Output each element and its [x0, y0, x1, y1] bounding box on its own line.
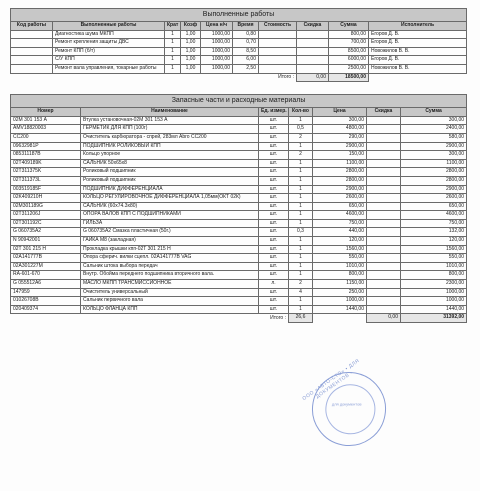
parts-cell-sum: 1000,00 — [401, 297, 467, 306]
parts-header-discount: Скидка — [367, 108, 401, 117]
parts-cell-name: Роликовый подшипник — [81, 176, 259, 185]
works-header-coef: Коэф — [181, 22, 201, 31]
parts-cell-name: ПОДШИПНИК ДИФФЕРЕНЦИАЛА — [81, 185, 259, 194]
works-body — [11, 30, 467, 73]
works-cell-time: 0,70 — [233, 39, 259, 48]
parts-cell-discount — [367, 271, 401, 280]
parts-cell-sum: 2300,00 — [401, 280, 467, 289]
parts-cell-number: 02T 301 215 H — [11, 245, 81, 254]
works-total-sum: 18500,00 — [329, 73, 369, 82]
works-row — [11, 56, 467, 65]
works-cell-mult: 1 — [165, 47, 181, 56]
parts-cell-number: AMV18820003 — [11, 125, 81, 134]
works-cell-executor: Новожилов В. В. — [369, 64, 467, 73]
works-row — [11, 47, 467, 56]
works-header-rate: Цена н/ч — [201, 22, 233, 31]
parts-row — [11, 245, 467, 254]
parts-cell-qty: 1 — [289, 262, 313, 271]
parts-cell-unit: л. — [259, 280, 289, 289]
works-total-row — [11, 73, 467, 82]
parts-cell-number: 02K409210H — [11, 194, 81, 203]
parts-cell-name: КОЛЬЦО РЕГУЛИРОВОЧНОЕ ДИФФЕРЕНЦИАЛА 1,05мм(ОКТ 02К) — [81, 194, 259, 203]
parts-cell-qty: 0,5 — [289, 125, 313, 134]
parts-header-sum: Сумма — [401, 108, 467, 117]
parts-row — [11, 297, 467, 306]
parts-cell-discount — [367, 125, 401, 134]
parts-cell-discount — [367, 245, 401, 254]
works-cell-sum: 700,00 — [329, 39, 369, 48]
works-title: Выполненные работы — [11, 9, 467, 22]
parts-cell-qty: 1 — [289, 116, 313, 125]
stamp-center-text: для документов — [331, 401, 362, 407]
parts-cell-discount — [367, 254, 401, 263]
parts-cell-price: 2600,00 — [313, 194, 367, 203]
parts-cell-qty: 1 — [289, 305, 313, 314]
parts-cell-number: 02М 301 153 А — [11, 116, 81, 125]
parts-row — [11, 116, 467, 125]
parts-cell-name: Прокладка крышки кпп-02T 301 215 H — [81, 245, 259, 254]
works-cell-sum: 6000,00 — [329, 56, 369, 65]
parts-cell-unit: шт. — [259, 297, 289, 306]
document-page — [10, 8, 466, 323]
works-cell-rate: 1000,00 — [201, 30, 233, 39]
parts-cell-number: 02T311206J — [11, 211, 81, 220]
parts-cell-price: 2900,00 — [313, 185, 367, 194]
works-cell-discount — [297, 56, 329, 65]
parts-cell-number: 085311187B — [11, 151, 81, 160]
parts-cell-number: G 055512A6 — [11, 280, 81, 289]
parts-cell-discount — [367, 194, 401, 203]
works-cell-sum: 800,00 — [329, 30, 369, 39]
parts-cell-price: 800,00 — [313, 271, 367, 280]
works-cell-coef: 1,00 — [181, 56, 201, 65]
parts-row — [11, 211, 467, 220]
works-header-executor: Исполнитель — [369, 22, 467, 31]
parts-cell-sum: 4600,00 — [401, 211, 467, 220]
parts-cell-qty: 1 — [289, 176, 313, 185]
parts-cell-name: Внутр. Обойма переднего подшипника вторичного вала. — [81, 271, 259, 280]
parts-cell-sum: 1100,00 — [401, 159, 467, 168]
parts-cell-name: Опора сферич. вилки сцепл. 02A141777B VAG — [81, 254, 259, 263]
parts-cell-discount — [367, 185, 401, 194]
parts-cell-price: 750,00 — [313, 219, 367, 228]
parts-row — [11, 262, 467, 271]
parts-cell-price: 4800,00 — [313, 125, 367, 134]
parts-cell-price: 1150,00 — [313, 280, 367, 289]
parts-cell-number: 01026708B — [11, 297, 81, 306]
parts-cell-sum: 2400,00 — [401, 125, 467, 134]
works-cell-time: 6,00 — [233, 56, 259, 65]
parts-header-qty: Кол-во — [289, 108, 313, 117]
parts-cell-qty: 1 — [289, 194, 313, 203]
parts-cell-sum: 132,00 — [401, 228, 467, 237]
parts-cell-price: 2900,00 — [313, 142, 367, 151]
parts-body — [11, 116, 467, 314]
parts-cell-unit: шт. — [259, 125, 289, 134]
works-header-sum: Сумма — [329, 22, 369, 31]
parts-cell-qty: 1 — [289, 245, 313, 254]
works-cell-cost — [259, 30, 297, 39]
parts-cell-name: ПОДШИПНИК РОЛИКОВЫЙ КПП — [81, 142, 259, 151]
parts-cell-number: CC200 — [11, 133, 81, 142]
parts-cell-name: КОЛЬЦО ФЛАНЦА КПП — [81, 305, 259, 314]
parts-cell-number: 02M301189G — [11, 202, 81, 211]
parts-cell-discount — [367, 159, 401, 168]
parts-row — [11, 133, 467, 142]
works-row — [11, 30, 467, 39]
parts-cell-number: RA-601-670 — [11, 271, 81, 280]
works-cell-coef: 1,00 — [181, 47, 201, 56]
works-cell-time: 8,50 — [233, 47, 259, 56]
works-cell-mult: 1 — [165, 56, 181, 65]
parts-total-label: Итого : — [270, 314, 286, 321]
works-cell-cost — [259, 39, 297, 48]
works-cell-mult: 1 — [165, 30, 181, 39]
works-cell-cost — [259, 47, 297, 56]
parts-row — [11, 159, 467, 168]
parts-cell-unit: шт. — [259, 168, 289, 177]
works-header-work: Выполненные работы — [53, 22, 165, 31]
works-cell-rate: 1000,00 — [201, 39, 233, 48]
parts-cell-discount — [367, 237, 401, 246]
parts-cell-name: САЛЬНИК 50х65х8 — [81, 159, 259, 168]
works-cell-cost — [259, 64, 297, 73]
parts-cell-price: 290,00 — [313, 133, 367, 142]
works-header-code: Код работы — [11, 22, 53, 31]
parts-cell-sum: 1440,00 — [401, 305, 467, 314]
parts-total-row — [11, 314, 467, 323]
parts-cell-price: 120,00 — [313, 237, 367, 246]
parts-cell-qty: 2 — [289, 280, 313, 289]
parts-row — [11, 168, 467, 177]
parts-cell-qty: 1 — [289, 168, 313, 177]
parts-cell-qty: 2 — [289, 133, 313, 142]
works-row — [11, 39, 467, 48]
parts-cell-sum: 1000,00 — [401, 288, 467, 297]
parts-cell-sum: 2800,00 — [401, 168, 467, 177]
parts-cell-unit: шт. — [259, 133, 289, 142]
works-header-discount: Скидка — [297, 22, 329, 31]
parts-cell-unit: шт. — [259, 176, 289, 185]
works-header-cost: Стоимость — [259, 22, 297, 31]
parts-cell-qty: 1 — [289, 202, 313, 211]
parts-cell-qty: 1 — [289, 142, 313, 151]
parts-cell-discount — [367, 116, 401, 125]
parts-cell-name: ОПОРА ВАЛОВ КПП С ПОДШИПНИКАМИ — [81, 211, 259, 220]
parts-row — [11, 254, 467, 263]
works-cell-executor: Егоров Д. В. — [369, 39, 467, 48]
works-cell-cost — [259, 56, 297, 65]
parts-total-discount: 0,00 — [367, 314, 401, 323]
parts-cell-sum: 2600,00 — [401, 194, 467, 203]
parts-row — [11, 185, 467, 194]
parts-row — [11, 305, 467, 314]
parts-cell-qty: 1 — [289, 254, 313, 263]
parts-cell-discount — [367, 228, 401, 237]
works-cell-sum: 8500,00 — [329, 47, 369, 56]
parts-cell-price: 1010,00 — [313, 262, 367, 271]
parts-cell-sum: 2900,00 — [401, 185, 467, 194]
parts-cell-number: 02A141777B — [11, 254, 81, 263]
parts-cell-name: Роликовый подшипник — [81, 168, 259, 177]
parts-cell-unit: шт. — [259, 245, 289, 254]
works-cell-work: Ремонт вала управления, токарные работы — [53, 64, 165, 73]
parts-cell-price: 1100,00 — [313, 159, 367, 168]
works-cell-coef: 1,00 — [181, 64, 201, 73]
parts-cell-unit: шт. — [259, 219, 289, 228]
works-cell-work: Ремонт КПП (б/т) — [53, 47, 165, 56]
parts-cell-price: 1440,00 — [313, 305, 367, 314]
works-cell-discount — [297, 39, 329, 48]
parts-cell-number: 02T409189K — [11, 159, 81, 168]
parts-cell-price: 150,00 — [313, 151, 367, 160]
parts-cell-name: ГИЛЬЗА — [81, 219, 259, 228]
stamp-ring-text: ООО «АВТО-СТО» • ДЛЯ ДОКУМЕНТОВ • — [301, 357, 361, 403]
works-cell-sum: 2500,00 — [329, 64, 369, 73]
works-cell-work: Диагностика шума МКПП — [53, 30, 165, 39]
parts-cell-name: САЛЬНИК (60х74.3х80) — [81, 202, 259, 211]
parts-cell-qty: 1 — [289, 297, 313, 306]
parts-total-qty: 26,6 — [289, 314, 313, 323]
parts-cell-unit: шт. — [259, 288, 289, 297]
parts-cell-number: 09632981P — [11, 142, 81, 151]
parts-cell-name: Очиститель карбюратора - спрей, 283мл Abro CC200 — [81, 133, 259, 142]
parts-cell-name: МАСЛО МКПП ТРАНСМИССИОННОЕ — [81, 280, 259, 289]
parts-cell-qty: 2 — [289, 151, 313, 160]
works-header-row — [11, 22, 467, 31]
parts-cell-discount — [367, 305, 401, 314]
works-cell-discount — [297, 47, 329, 56]
works-total-discount: 0,00 — [297, 73, 329, 82]
parts-cell-discount — [367, 202, 401, 211]
parts-cell-price: 2800,00 — [313, 168, 367, 177]
parts-cell-qty: 1 — [289, 185, 313, 194]
parts-row — [11, 280, 467, 289]
parts-cell-name: Кольцо упорное — [81, 151, 259, 160]
parts-cell-price: 550,00 — [313, 254, 367, 263]
parts-cell-price: 300,00 — [313, 116, 367, 125]
parts-cell-sum: 300,00 — [401, 151, 467, 160]
parts-cell-number: 147959 — [11, 288, 81, 297]
parts-cell-number: N 90942001 — [11, 237, 81, 246]
parts-cell-price: 1000,00 — [313, 297, 367, 306]
parts-cell-price: 650,00 — [313, 202, 367, 211]
parts-cell-sum: 1560,00 — [401, 245, 467, 254]
parts-cell-sum: 2800,00 — [401, 176, 467, 185]
parts-cell-number: 02T311375K — [11, 168, 81, 177]
parts-header-number: Номер — [11, 108, 81, 117]
parts-header-name: Наименование — [81, 108, 259, 117]
parts-cell-number: G 060735A2 — [11, 228, 81, 237]
parts-cell-unit: шт. — [259, 194, 289, 203]
works-header-time: Время — [233, 22, 259, 31]
works-cell-code — [11, 30, 53, 39]
parts-row — [11, 202, 467, 211]
parts-cell-unit: шт. — [259, 151, 289, 160]
parts-row — [11, 271, 467, 280]
parts-cell-name: ГЕРМЕТИК ДЛЯ КПП (100г) — [81, 125, 259, 134]
parts-cell-sum: 550,00 — [401, 254, 467, 263]
parts-cell-number: 020409374 — [11, 305, 81, 314]
works-cell-work: Ремонт крепления защиты ДВС — [53, 39, 165, 48]
works-cell-rate: 1000,00 — [201, 47, 233, 56]
works-cell-code — [11, 64, 53, 73]
parts-row — [11, 176, 467, 185]
parts-cell-price: 4600,00 — [313, 211, 367, 220]
works-cell-mult: 1 — [165, 64, 181, 73]
parts-header-row — [11, 108, 467, 117]
works-cell-executor: Егоров Д. В. — [369, 56, 467, 65]
parts-cell-sum: 750,00 — [401, 219, 467, 228]
parts-cell-discount — [367, 288, 401, 297]
parts-cell-unit: шт. — [259, 142, 289, 151]
parts-cell-discount — [367, 219, 401, 228]
parts-cell-number: 02T311373L — [11, 176, 81, 185]
parts-cell-sum: 580,00 — [401, 133, 467, 142]
works-total-label: Итого : — [278, 73, 294, 80]
parts-cell-unit: шт. — [259, 202, 289, 211]
parts-cell-discount — [367, 142, 401, 151]
company-stamp — [297, 357, 400, 460]
parts-cell-sum: 120,00 — [401, 237, 467, 246]
works-cell-discount — [297, 64, 329, 73]
parts-cell-sum: 1010,00 — [401, 262, 467, 271]
parts-cell-unit: шт. — [259, 211, 289, 220]
parts-cell-number: 02T301192C — [11, 219, 81, 228]
parts-cell-sum: 800,00 — [401, 271, 467, 280]
parts-table — [10, 94, 467, 323]
parts-cell-qty: 1 — [289, 219, 313, 228]
parts-cell-sum: 650,00 — [401, 202, 467, 211]
parts-cell-price: 2800,00 — [313, 176, 367, 185]
parts-cell-discount — [367, 297, 401, 306]
parts-row — [11, 288, 467, 297]
works-header-mult: Крат — [165, 22, 181, 31]
parts-cell-discount — [367, 280, 401, 289]
works-cell-code — [11, 47, 53, 56]
parts-cell-discount — [367, 176, 401, 185]
parts-header-price: Цена — [313, 108, 367, 117]
parts-cell-unit: шт. — [259, 159, 289, 168]
parts-cell-unit: шт. — [259, 305, 289, 314]
parts-cell-unit: шт. — [259, 228, 289, 237]
works-cell-code — [11, 56, 53, 65]
parts-cell-unit: шт. — [259, 116, 289, 125]
works-cell-executor: Новожилов В. В. — [369, 47, 467, 56]
parts-row — [11, 125, 467, 134]
parts-cell-name: ГАЙКА М8 (закладная) — [81, 237, 259, 246]
parts-cell-number: 02A301227M — [11, 262, 81, 271]
parts-cell-discount — [367, 151, 401, 160]
parts-cell-price: 440,00 — [313, 228, 367, 237]
parts-row — [11, 219, 467, 228]
parts-cell-number: 003519185F — [11, 185, 81, 194]
parts-cell-qty: 0,3 — [289, 228, 313, 237]
parts-cell-name: Очиститель универсальный — [81, 288, 259, 297]
works-cell-executor: Егоров Д. В. — [369, 30, 467, 39]
parts-cell-price: 250,00 — [313, 288, 367, 297]
works-cell-coef: 1,00 — [181, 39, 201, 48]
works-cell-time: 0,80 — [233, 30, 259, 39]
parts-cell-qty: 1 — [289, 271, 313, 280]
parts-cell-unit: шт. — [259, 262, 289, 271]
works-cell-code — [11, 39, 53, 48]
parts-cell-unit: шт. — [259, 185, 289, 194]
parts-total-sum: 31392,00 — [401, 314, 467, 323]
parts-row — [11, 142, 467, 151]
works-cell-discount — [297, 30, 329, 39]
parts-cell-unit: шт. — [259, 271, 289, 280]
parts-row — [11, 237, 467, 246]
parts-cell-name: Втулка установочная-02М 301 153 А — [81, 116, 259, 125]
parts-cell-discount — [367, 262, 401, 271]
parts-cell-discount — [367, 133, 401, 142]
parts-cell-qty: 1 — [289, 237, 313, 246]
parts-cell-sum: 2900,00 — [401, 142, 467, 151]
works-cell-time: 2,50 — [233, 64, 259, 73]
parts-cell-qty: 4 — [289, 288, 313, 297]
works-cell-rate: 1000,00 — [201, 56, 233, 65]
works-table — [10, 8, 467, 82]
works-cell-work: С/У КПП — [53, 56, 165, 65]
works-row — [11, 64, 467, 73]
parts-cell-qty: 1 — [289, 211, 313, 220]
parts-cell-qty: 1 — [289, 159, 313, 168]
works-cell-mult: 1 — [165, 39, 181, 48]
parts-title: Запасные части и расходные материалы — [11, 95, 467, 108]
parts-header-unit: Ед. измер. — [259, 108, 289, 117]
parts-cell-name: Сальник штока выбора передач — [81, 262, 259, 271]
parts-cell-price: 1560,00 — [313, 245, 367, 254]
parts-row — [11, 228, 467, 237]
parts-cell-name: Сальник первичного вала — [81, 297, 259, 306]
works-cell-coef: 1,00 — [181, 30, 201, 39]
parts-cell-discount — [367, 168, 401, 177]
works-cell-rate: 1000,00 — [201, 64, 233, 73]
parts-row — [11, 194, 467, 203]
parts-cell-discount — [367, 211, 401, 220]
parts-cell-name: G 060735A2 Смазка пластичная (50г.) — [81, 228, 259, 237]
parts-cell-unit: шт. — [259, 237, 289, 246]
parts-cell-sum: 300,00 — [401, 116, 467, 125]
parts-cell-unit: шт. — [259, 254, 289, 263]
parts-row — [11, 151, 467, 160]
